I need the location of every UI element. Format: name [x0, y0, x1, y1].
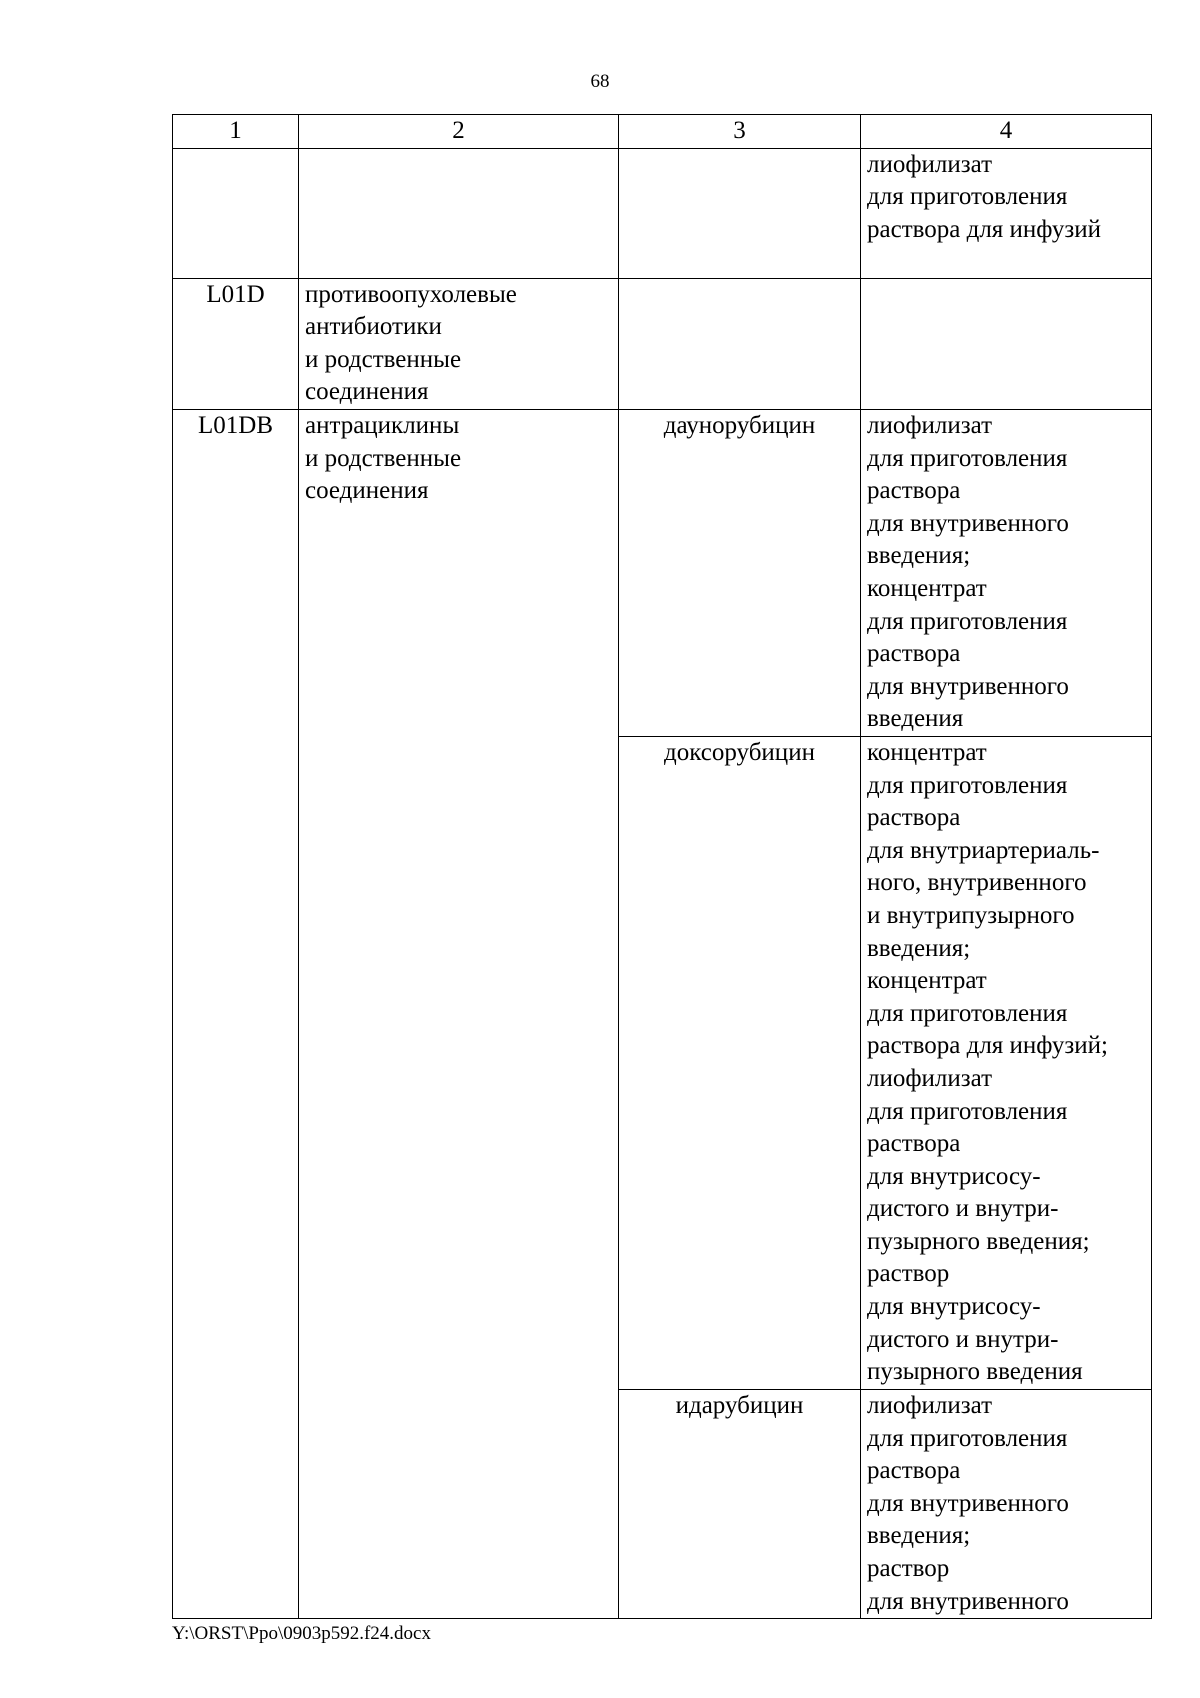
- drug-table: [172, 114, 1152, 1619]
- cell-line: для внутривенного: [867, 672, 1069, 700]
- cell-line: введения;: [867, 934, 971, 962]
- cell-line: идарубицин: [675, 1391, 804, 1419]
- cell-line: антрациклины: [305, 411, 460, 439]
- cell-line: для приготовления: [867, 771, 1068, 799]
- cell-line: раствора: [867, 477, 961, 505]
- cell-line: дистого и внутри-: [867, 1325, 1059, 1353]
- cell-line: введения: [867, 705, 964, 733]
- cell-line: введения;: [867, 542, 971, 570]
- cell-line: пузырного введения;: [867, 1227, 1090, 1255]
- cell-line: противоопухолевые: [305, 280, 517, 308]
- cell-line: для внутриартериаль-: [867, 836, 1100, 864]
- cell-line: для внутривенного: [867, 1489, 1069, 1517]
- cell-line: и родственные: [305, 444, 462, 472]
- table-row: [173, 409, 1152, 736]
- cell-line: лиофилизат: [867, 1064, 993, 1092]
- cell-line: лиофилизат: [867, 1391, 993, 1419]
- cell-line: раствор: [867, 1554, 950, 1582]
- cell-line: введения;: [867, 1522, 971, 1550]
- cell-line: для внутривенного: [867, 1587, 1069, 1615]
- dosage-forms-cell: [861, 736, 1152, 1389]
- substance-cell: [619, 736, 861, 1389]
- cell-line: концентрат: [867, 967, 987, 995]
- atc-code-cell: [173, 278, 299, 409]
- atc-code-cell: [173, 148, 299, 278]
- table-row: [173, 278, 1152, 409]
- cell-line: дистого и внутри-: [867, 1195, 1059, 1223]
- cell-line: раствора: [867, 1130, 961, 1158]
- cell-line: для внутривенного: [867, 509, 1069, 537]
- cell-line: концентрат: [867, 574, 987, 602]
- cell-line: раствор: [867, 1260, 950, 1288]
- cell-line: раствора: [867, 1457, 961, 1485]
- cell-line: раствора: [867, 640, 961, 668]
- cell-line: даунорубицин: [663, 411, 816, 439]
- atc-code-cell: [173, 409, 299, 1618]
- cell-line: для приготовления: [867, 607, 1068, 635]
- header-cell-1: 1: [173, 115, 299, 149]
- substance-cell: [619, 278, 861, 409]
- cell-line: для приготовления: [867, 183, 1068, 211]
- group-name-cell: [299, 148, 619, 278]
- cell-line: для приготовления: [867, 1424, 1068, 1452]
- cell-line: лиофилизат: [867, 411, 993, 439]
- cell-line: антибиотики: [305, 313, 442, 341]
- cell-line: и внутрипузырного: [867, 901, 1075, 929]
- table-header-row: [173, 115, 1152, 149]
- page-number: 68: [590, 71, 610, 92]
- cell-line: для внутрисосу-: [867, 1293, 1041, 1321]
- substance-cell: [619, 148, 861, 278]
- cell-line: L01D: [206, 280, 265, 308]
- dosage-forms-cell: [861, 1389, 1152, 1618]
- header-cell-2: 2: [299, 115, 619, 149]
- dosage-forms-cell: [861, 278, 1152, 409]
- substance-cell: [619, 409, 861, 736]
- cell-line: пузырного введения: [867, 1358, 1083, 1386]
- cell-line: соединения: [305, 477, 429, 505]
- cell-line: для приготовления: [867, 444, 1068, 472]
- dosage-forms-cell: [861, 409, 1152, 736]
- cell-line: для приготовления: [867, 1097, 1068, 1125]
- table-row: [173, 148, 1152, 278]
- cell-line: раствора для инфузий;: [867, 1032, 1108, 1060]
- cell-line: соединения: [305, 378, 429, 406]
- cell-line: раствора для инфузий: [867, 215, 1102, 243]
- group-name-cell: [299, 278, 619, 409]
- cell-line: раствора: [867, 804, 961, 832]
- dosage-forms-cell: [861, 148, 1152, 278]
- substance-cell: [619, 1389, 861, 1618]
- footer-file-path: Y:\ORST\Ppo\0903p592.f24.docx: [172, 1623, 431, 1644]
- cell-line: и родственные: [305, 345, 462, 373]
- cell-line: для приготовления: [867, 999, 1068, 1027]
- cell-line: для внутрисосу-: [867, 1162, 1041, 1190]
- header-cell-4: 4: [861, 115, 1152, 149]
- cell-line: L01DB: [198, 411, 273, 439]
- cell-line: доксорубицин: [664, 738, 815, 766]
- cell-line: концентрат: [867, 738, 987, 766]
- group-name-cell: [299, 409, 619, 1618]
- cell-line: ного, внутривенного: [867, 869, 1087, 897]
- header-cell-3: 3: [619, 115, 861, 149]
- cell-line: лиофилизат: [867, 150, 993, 178]
